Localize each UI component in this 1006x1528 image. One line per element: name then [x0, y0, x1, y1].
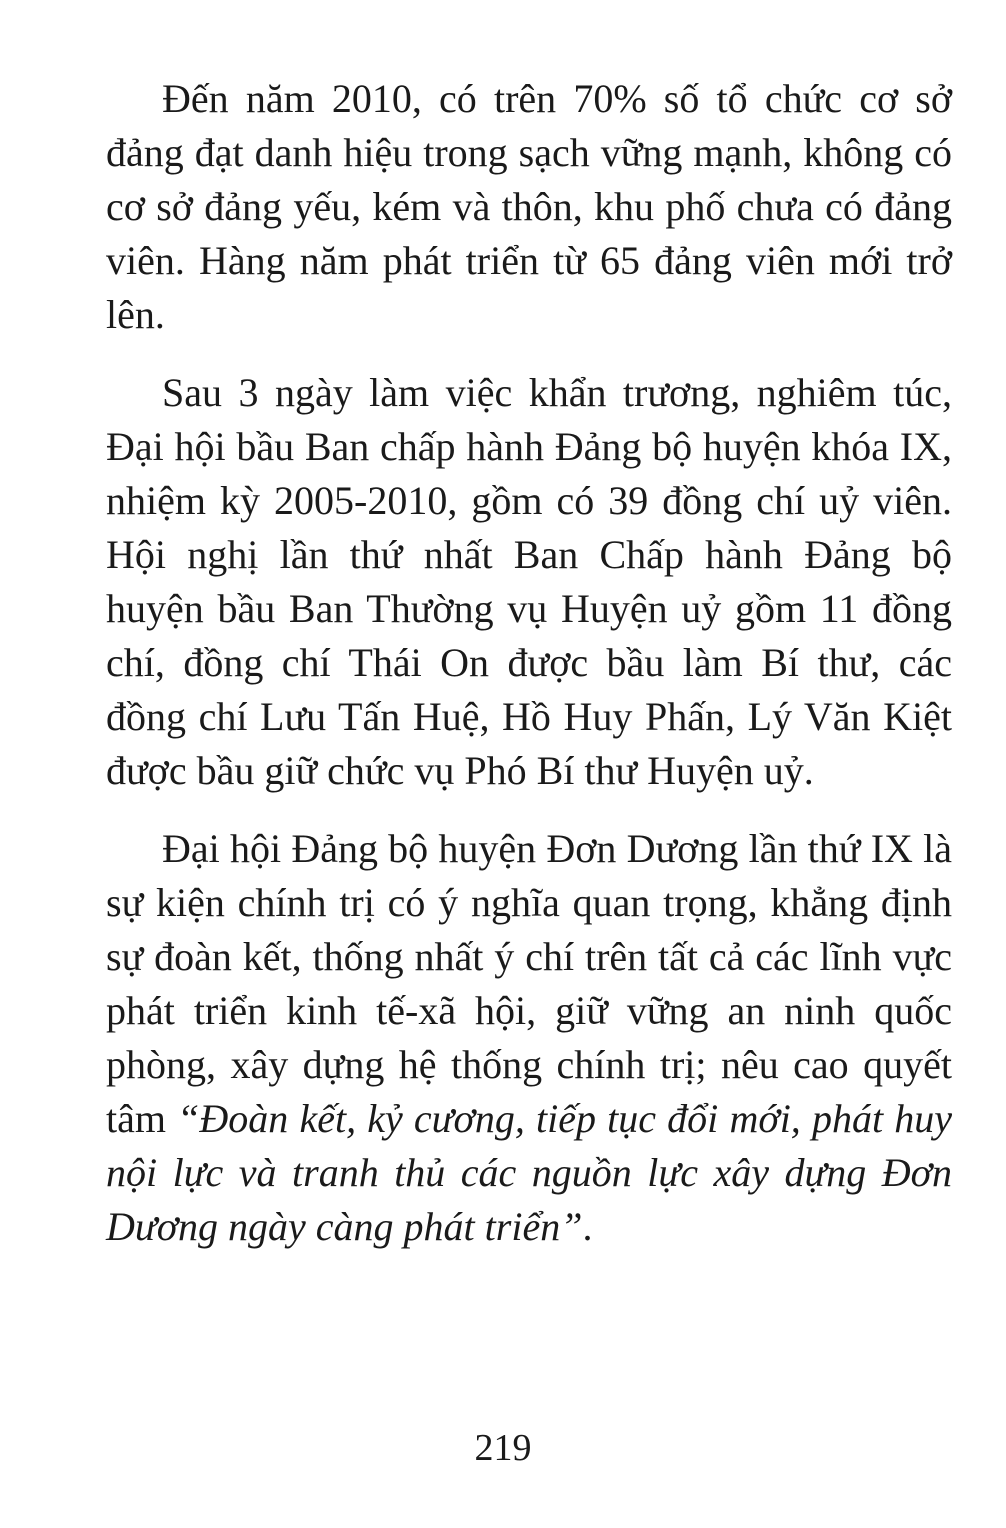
paragraph-election-results: Sau 3 ngày làm việc khẩn trương, nghiêm túc, Đại hội bầu Ban chấp hành Đảng bộ huyện khóa IX, nhiệm kỳ 2005-2010, gồm có 39 đồng chí uỷ viên. Hội nghị lần thứ nhất Ban Chấp hành Đảng bộ huyện bầu Ban Thường vụ Huyện uỷ gồm 11 đồng chí, đồng chí Thái On được bầu làm Bí thư, các đồng chí Lưu Tấn Huệ, Hồ Huy Phấn, Lý Văn Kiệt được bầu giữ chức vụ Phó Bí thư Huyện uỷ.: [106, 370, 952, 793]
document-page: [106, 72, 952, 1278]
congress-slogan-quote: “Đoàn kết, kỷ cương, tiếp tục đổi mới, phát huy nội lực và tranh thủ các nguồn lực xây dựng Đơn Dương ngày càng phát triển”: [106, 1096, 953, 1249]
paragraph-party-targets: Đến năm 2010, có trên 70% số tổ chức cơ sở đảng đạt danh hiệu trong sạch vững mạnh, không có cơ sở đảng yếu, kém và thôn, khu phố chưa có đảng viên. Hàng năm phát triển từ 65 đảng viên mới trở lên.: [106, 76, 952, 337]
paragraph-body-text: Đại hội Đảng bộ huyện Đơn Dương lần thứ IX là sự kiện chính trị có ý nghĩa quan trọng, khẳng định sự đoàn kết, thống nhất ý chí trên tất cả các lĩnh vực phát triển kinh tế-xã hội, giữ vững an ninh quốc phòng, xây dựng hệ thống chính trị; nêu cao quyết tâm: [106, 826, 952, 1141]
paragraph-end-mark: .: [582, 1204, 593, 1249]
page-number: 219: [474, 1427, 532, 1469]
paragraph-congress-significance: [106, 822, 952, 1254]
